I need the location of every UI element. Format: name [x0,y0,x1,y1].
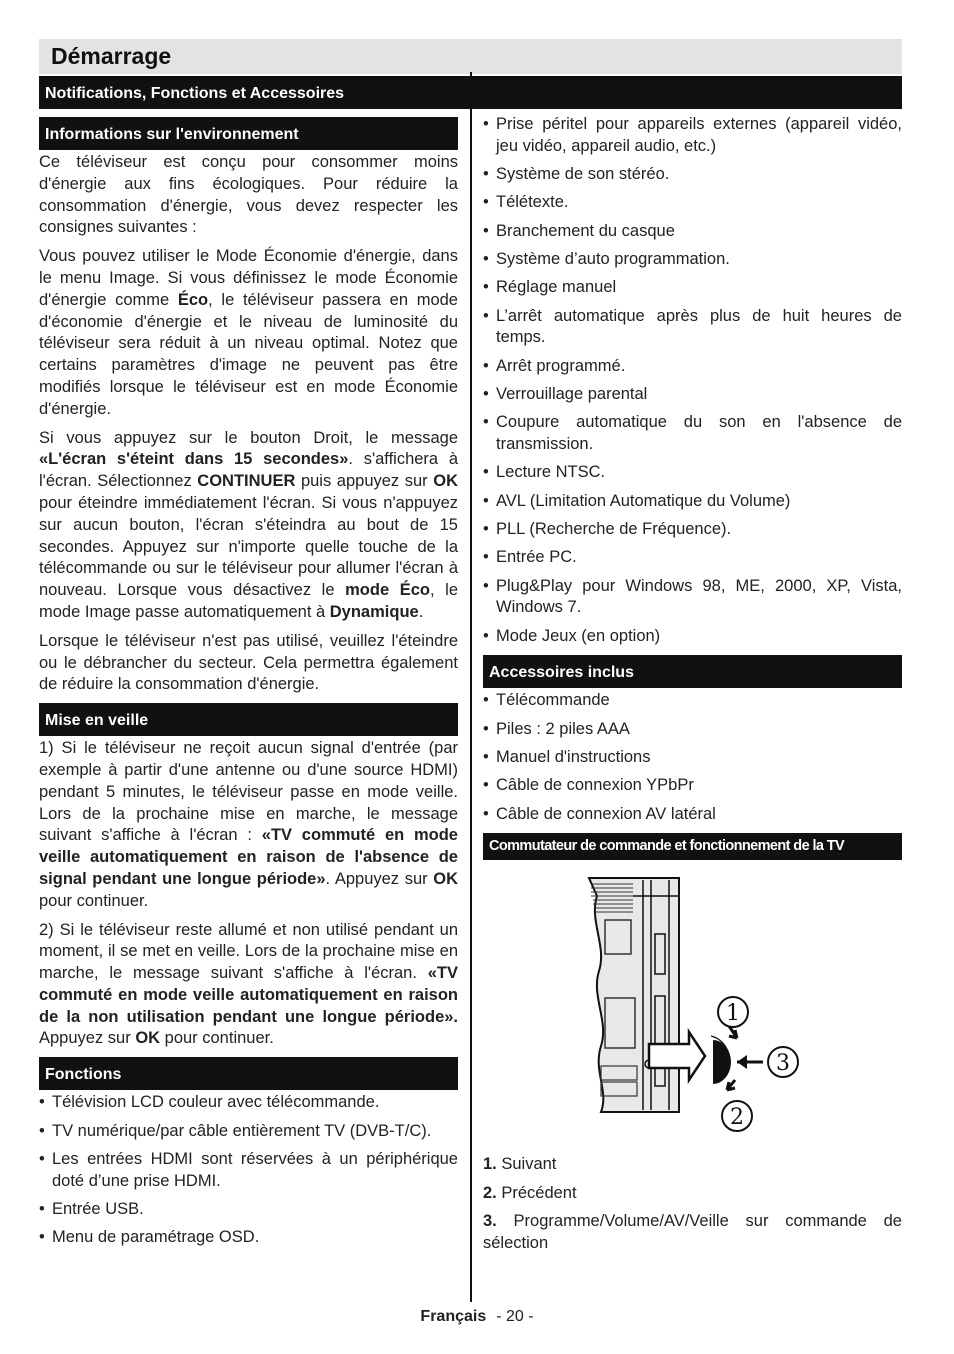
tv-control-switch-diagram [483,876,902,1132]
step-item: 2. Précédent [483,1183,577,1202]
list-item: • Entrée USB. [39,1199,458,1221]
list-item: • TV numérique/par câble entièrement TV (DVB-T/C). [39,1121,458,1143]
list-item: • Manuel d'instructions [483,747,902,769]
page-title: Démarrage [51,43,172,69]
list-item: • AVL (Limitation Automatique du Volume) [483,491,902,513]
list-item: • Réglage manuel [483,277,902,299]
accessories-heading: Accessoires inclus [483,655,902,688]
tv-side-illustration [483,876,902,1132]
list-item: • PLL (Recherche de Fréquence). [483,519,902,541]
footer-language: Français [420,1308,487,1325]
label-1: 1 [726,1001,740,1027]
left-column [39,117,458,1257]
list-item: • Piles : 2 piles AAA [483,719,902,741]
list-item: • Câble de connexion AV latéral [483,804,902,826]
environment-paragraph: Si vous appuyez sur le bouton Droit, le message «L'écran s'éteint dans 15 secondes». s'affichera à l'écran. Sélectionnez CONTINUER puis appuyez sur OK pour éteindre immédiatement l'écran. Si vous n'appuyez sur aucun bouton, l'écran s'éteindra au bout de 15 secondes. Appuyez sur n'importe quelle touche de la télécommande ou sur le téléviseur pour allumer l'écran à nouveau. Lorsque vous désactivez le mode Éco, le mode Image passe automatiquement à Dynamique. [39,428,458,621]
functions-list [39,1092,458,1249]
environment-paragraph: Lorsque le téléviseur n'est pas utilisé, veuillez l'éteindre ou le débrancher du secteur. Cela permettra également de réduire la consommation d'énergie. [39,631,458,694]
title-bar [39,39,902,74]
list-item: • Plug&Play pour Windows 98, ME, 2000, XP, Vista, Windows 7. [483,576,902,620]
step-item: 3. Programme/Volume/AV/Veille sur commande de sélection [483,1212,902,1252]
environment-paragraph: Ce téléviseur est conçu pour consommer moins d'énergie aux fins écologiques. Pour réduire la consommation d'énergie, vous devez respecter les consignes suivantes : [39,153,458,237]
list-item: • Télévision LCD couleur avec télécommande. [39,1092,458,1114]
list-item: • Télécommande [483,690,902,712]
step-item: 1. Suivant [483,1155,557,1174]
functions-heading: Fonctions [39,1057,458,1090]
list-item: • Menu de paramétrage OSD. [39,1227,458,1249]
list-item: • Télétexte. [483,192,902,214]
environment-paragraph: Vous pouvez utiliser le Mode Économie d'énergie, dans le menu Image. Si vous définissez le mode Économie d'énergie comme Éco, le téléviseur passera en mode d'économie d'énergie et le niveau de luminosité du téléviseur sera réduit à un niveau optimal. Notez que certains paramètres d'image ne peuvent pas être modifiés lorsque le téléviseur est en mode Économie d'énergie. [39,247,458,418]
switch-heading: Commutateur de commande et fonctionnement de la TV [483,833,902,860]
list-item: • L’arrêt automatique après plus de huit heures de temps. [483,306,902,350]
page-number: - 20 - [496,1308,534,1325]
right-column [483,114,902,1261]
label-3: 3 [776,1051,790,1077]
standby-heading: Mise en veille [39,703,458,736]
list-item: • Prise péritel pour appareils externes (appareil vidéo, jeu vidéo, appareil audio, etc.) [483,114,902,158]
list-item: • Verrouillage parental [483,384,902,406]
list-item: • Arrêt programmé. [483,356,902,378]
list-item: • Branchement du casque [483,221,902,243]
list-item: • Câble de connexion YPbPr [483,775,902,797]
list-item: • Les entrées HDMI sont réservées à un périphérique doté d’une prise HDMI. [39,1149,458,1193]
steps-list [483,1154,902,1254]
column-divider [470,109,472,1302]
standby-paragraph: 2) Si le téléviseur reste allumé et non utilisé pendant un moment, il se met en veille. Lors de la prochaine mise en marche, le message suivant s'affiche à l'écran. «TV commuté en mode veille automatiquement en raison de la non utilisation pendant une longue période». Appuyez sur OK pour continuer. [39,920,458,1048]
list-item: • Mode Jeux (en option) [483,626,902,648]
standby-paragraph: 1) Si le téléviseur ne reçoit aucun signal d'entrée (par exemple à partir d'une antenne ou d'une source HDMI) pendant 5 minutes, le téléviseur passe en mode veille. Lors de la prochaine mise en marche, le message suivant s'affiche à l'écran : «TV commuté en mode veille automatiquement en raison de l'absence de signal pendant une longue période». Appuyez sur OK pour continuer. [39,739,458,910]
list-item: • Lecture NTSC. [483,462,902,484]
label-2: 2 [730,1105,744,1131]
list-item: • Coupure automatique du son en l'absence de transmission. [483,412,902,456]
environment-heading: Informations sur l'environnement [39,117,458,150]
section-banner: Notifications, Fonctions et Accessoires [39,76,902,109]
accessories-list [483,690,902,825]
list-item: • Système d’auto programmation. [483,249,902,271]
features-list [483,114,902,647]
list-item: • Système de son stéréo. [483,164,902,186]
list-item: • Entrée PC. [483,547,902,569]
page-footer [0,1305,954,1329]
